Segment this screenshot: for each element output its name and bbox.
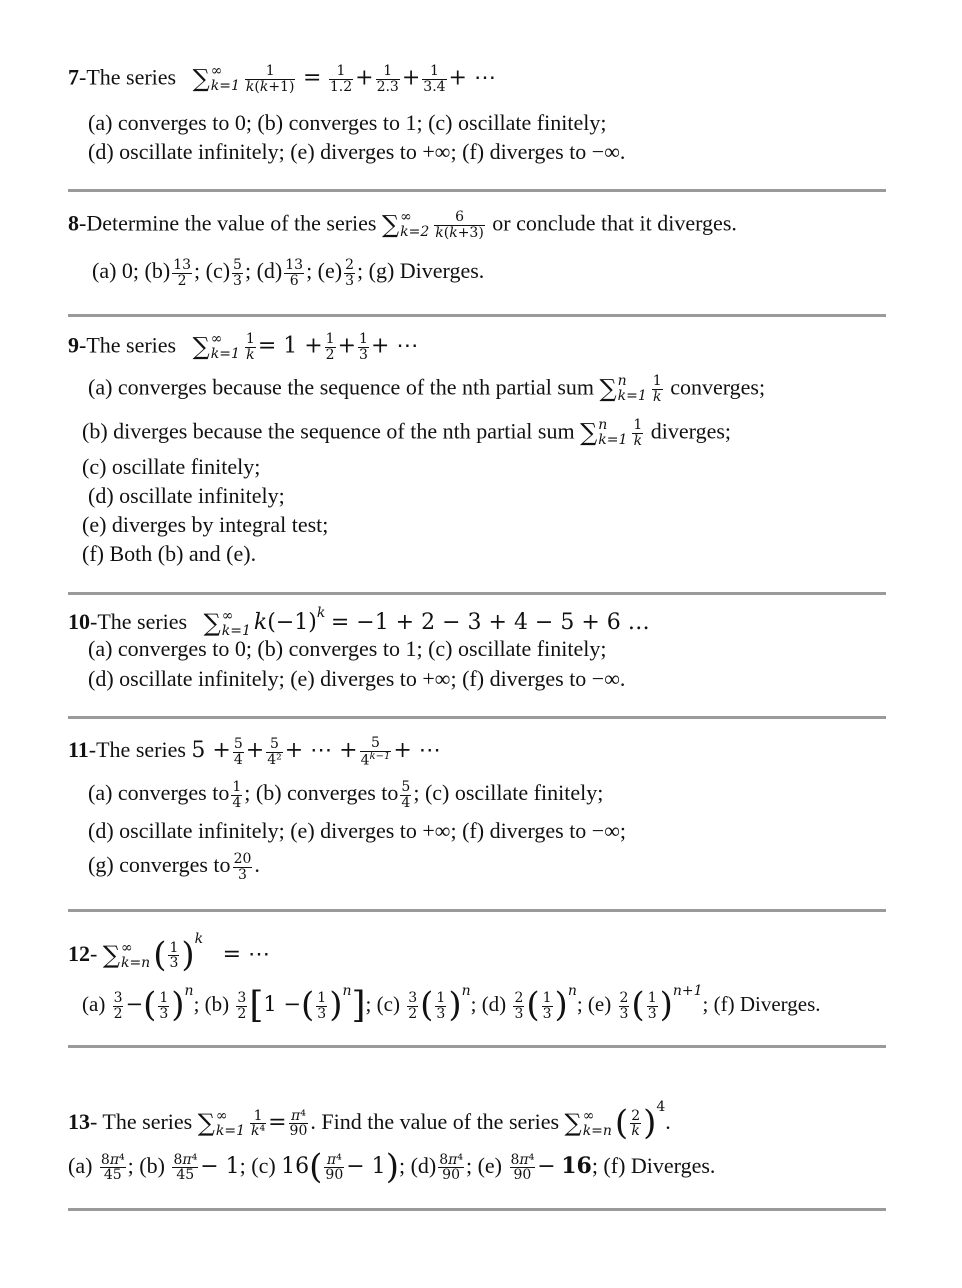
question-10-options-2: (d) oscillate infinitely; (e) diverges to +∞; (f) diverges to −∞. [88, 666, 626, 691]
fraction: $\frac{5}{4}$ [233, 735, 243, 768]
question-11-options-2: (d) oscillate infinitely; (e) diverges to +∞; (f) diverges to −∞; [88, 818, 627, 843]
fraction: $\frac{\text{π⁴}}{90}$ [289, 1107, 308, 1140]
divider [68, 909, 886, 912]
question-stem: -The series [90, 609, 188, 634]
divider [68, 716, 886, 719]
question-number: 11 [68, 737, 89, 763]
fraction: $\frac{1}{2.3}$ [376, 63, 399, 95]
fraction: $\frac{20}{3}$ [233, 851, 252, 883]
question-number: 10 [68, 609, 90, 634]
sum-limits: ∞ k=n [120, 939, 151, 971]
divider [68, 189, 886, 192]
question-12-options: (a) $\frac{3}{2}$ −( $\frac{1}{3}$ )$^n$; (b) $\frac{3}{2}$ [1 −( $\frac{1}{3}$ )$^n$]; (c) $\frac{3}{2}$ ( $\frac{1}{3}$ )$^n$; (d) $\frac{2}{3}$ ( $\frac{1}{3}$ )$^n$; (e) $\frac{2}{3}$ ( $\frac{1}{3}$ )$^{n+1}$; (f) Diverges. [82, 983, 821, 1026]
question-10-options-1: (a) converges to 0; (b) converges to 1; (c) oscillate finitely; [88, 636, 607, 661]
sum-limits: ∞ k=1 [210, 63, 240, 95]
sum-limits: ∞ k=n [582, 1107, 612, 1139]
question-9-stem: 9-The series ∑ ∞ k=1 $\frac{1}{k}$ = 1 + $\frac{1}{2}$ + $\frac{1}{3}$ + ⋯ [68, 331, 419, 363]
question-stem: -The series [88, 737, 186, 763]
question-9-option-a: (a) converges because the sequence of the nth partial sum ∑ n k=1 $\frac{1}{k}$ converges; [88, 373, 766, 405]
fraction: $\frac{2}{k}$ [631, 1107, 641, 1140]
sum-limits: ∞ k=1 [210, 331, 240, 363]
question-stem: - [90, 941, 98, 966]
fraction: $\frac{1}{3}$ [359, 331, 368, 363]
question-12-stem: 12- ∑ ∞ k=n ( $\frac{1}{3}$ )$^k$ = ⋯ [68, 931, 271, 975]
fraction: $\frac{5}{3}$ [233, 257, 242, 289]
fraction: $\frac{1}{3}$ [169, 939, 179, 972]
question-13-stem: 13- The series ∑ ∞ k=1 $\frac{1}{\text{k⁴}}$ = $\frac{\text{π⁴}}{90}$ . Find the value of the series ∑ ∞ k=n ( $\frac{2}{k}$ )$^4$. [68, 1099, 671, 1143]
question-number: 12 [68, 941, 90, 966]
fraction: $\frac{1}{k}$ [245, 331, 255, 363]
question-8-options: (a) 0; (b) $\frac{13}{2}$ ; (c) $\frac{5}{3}$ ; (d) $\frac{13}{6}$ ; (e) $\frac{2}{3}$ ; (g) Diverges. [92, 257, 485, 289]
math-text: = −1 + 2 − 3 + 4 − 5 + 6 … [330, 610, 650, 635]
sum-symbol: ∑ [564, 1109, 582, 1137]
divider [68, 1208, 886, 1211]
question-9-option-d: (d) oscillate infinitely; [88, 483, 285, 508]
sum-limits: ∞ k=2 [400, 209, 430, 241]
question-number: 7 [68, 64, 79, 90]
sum-limits: n k=1 [617, 373, 647, 405]
fraction: $\frac{2}{3}$ [345, 257, 355, 289]
fraction: $\frac{5}{4^{k-1}}$ [360, 735, 391, 769]
question-9-option-b: (b) diverges because the sequence of the nth partial sum ∑ n k=1 $\frac{1}{k}$ diverges; [82, 417, 732, 449]
question-7-options-1: (a) converges to 0; (b) converges to 1; (c) oscillate finitely; [88, 110, 607, 135]
fraction: $\frac{1}{4}$ [232, 779, 242, 811]
question-9-option-c: (c) oscillate finitely; [82, 454, 261, 479]
divider [68, 314, 886, 317]
sum-limits: ∞ k=1 [221, 607, 251, 639]
divider [68, 1045, 886, 1048]
sum-symbol: ∑ [102, 941, 120, 969]
fraction: $\frac{1}{k}$ [652, 373, 662, 405]
sum-limits: n k=1 [598, 417, 628, 449]
question-number: 9 [68, 332, 79, 358]
sum-symbol: ∑ [197, 1109, 215, 1137]
math-text: = [302, 65, 322, 91]
fraction: $\frac{5}{\text{4²}}$ [267, 735, 282, 768]
sum-symbol: ∑ [381, 210, 400, 239]
sum-limits: ∞ k=1 [215, 1107, 245, 1139]
fraction: $\frac{1}{2}$ [325, 331, 335, 363]
fraction: $\frac{1}{\text{k⁴}}$ [251, 1107, 266, 1140]
fraction: $\frac{5}{4}$ [401, 779, 411, 811]
question-11-stem: 11-The series 5 + $\frac{5}{4}$ + $\frac{5}{\text{4²}}$ + ⋯ + $\frac{5}{4^{k-1}}$ + ⋯ [68, 735, 441, 769]
divider [68, 592, 886, 595]
sum-symbol: ∑ [192, 332, 210, 361]
fraction: $\frac{1}{k(k+1)}$ [245, 63, 295, 95]
question-7-options-2: (d) oscillate infinitely; (e) diverges to +∞; (f) diverges to −∞. [88, 139, 626, 164]
fraction: $\frac{6}{k(k+3)}$ [435, 209, 484, 241]
question-9-option-e: (e) diverges by integral test; [82, 512, 329, 537]
question-number: 8 [68, 210, 79, 236]
question-stem: -The series [79, 64, 177, 90]
question-11-option-g: (g) converges to $\frac{20}{3}$ . [88, 851, 260, 883]
question-9-option-f: (f) Both (b) and (e). [82, 541, 257, 566]
question-stem-suffix: or conclude that it diverges. [492, 210, 737, 236]
sum-symbol: ∑ [580, 418, 598, 447]
question-stem: -The series [79, 332, 177, 358]
question-stem: -Determine the value of the series [79, 210, 377, 236]
question-stem: - The series [90, 1109, 193, 1134]
question-7-stem: 7-The series ∑ ∞ k=1 $\frac{1}{k(k+1)}$ = $\frac{1}{1.2}$ + $\frac{1}{2.3}$ + $\frac{1}{3.4}$ + ⋯ [68, 63, 496, 95]
question-11-options-1: (a) converges to $\frac{1}{4}$ ; (b) converges to $\frac{5}{4}$ ; (c) oscillate finitely; [88, 779, 604, 811]
sum-symbol: ∑ [192, 64, 210, 93]
sum-symbol: ∑ [599, 374, 617, 403]
fraction: $\frac{13}{6}$ [285, 257, 304, 289]
question-13-options: (a) $\frac{\text{8π⁴}}{45}$ ; (b) $\frac{\text{8π⁴}}{45}$ − 1; (c) 16( $\frac{\text{π⁴}}{90}$ − 1); (d) $\frac{\text{8π⁴}}{90}$ ; (e) $\frac{\text{8π⁴}}{90}$ − 16; (f) Diverges. [68, 1147, 716, 1187]
sum-symbol: ∑ [203, 609, 221, 637]
question-10-stem: 10-The series ∑ ∞ k=1 $k(-1)^k = -1 + 2 - 3 + 4 - 5 + 6$ … [68, 605, 650, 639]
fraction: $\frac{1}{k}$ [633, 417, 643, 449]
question-number: 13 [68, 1109, 90, 1134]
question-8-stem [68, 210, 737, 241]
fraction: $\frac{1}{1.2}$ [329, 63, 353, 95]
fraction: $\frac{13}{2}$ [173, 257, 192, 289]
fraction: $\frac{1}{3.4}$ [423, 63, 446, 95]
